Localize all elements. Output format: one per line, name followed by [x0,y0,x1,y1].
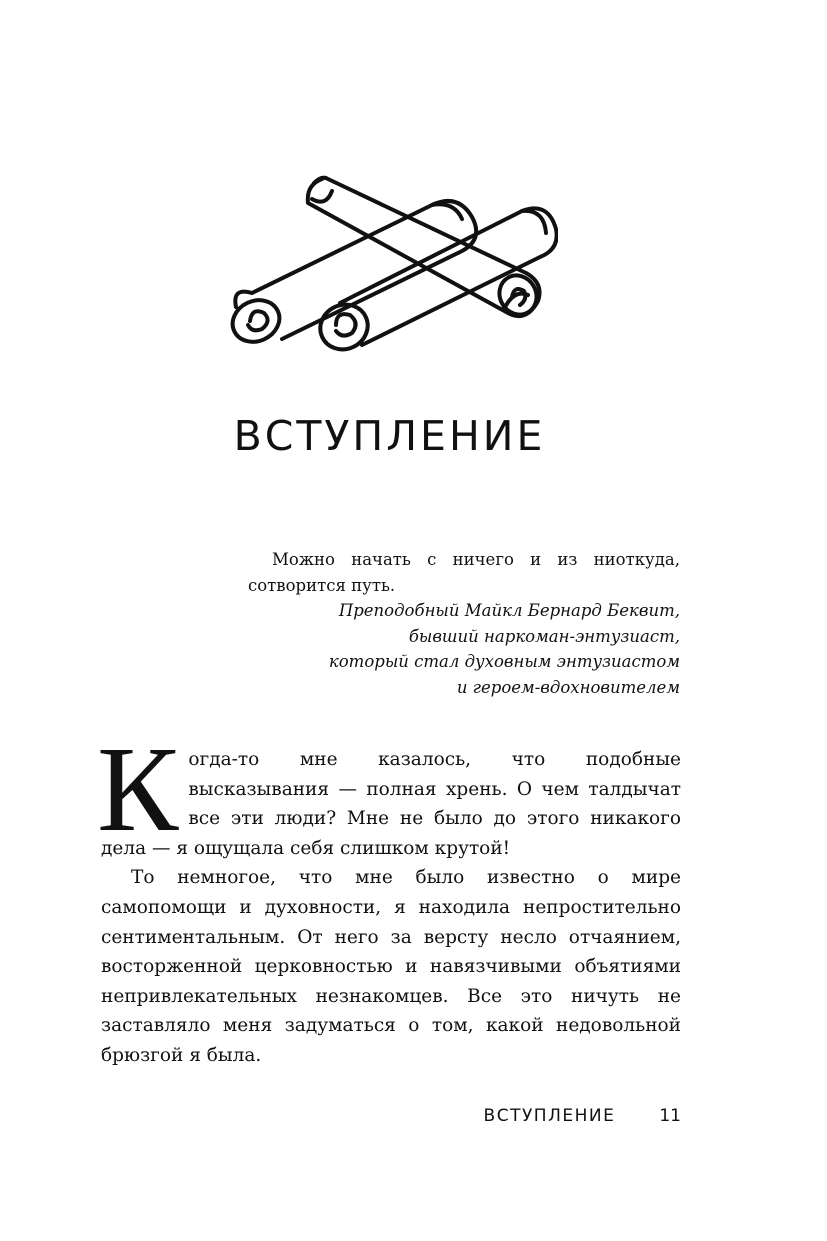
paragraph-1-text: огда-то мне казалось, что подобные высказывания — полная хрень. О чем талдычат все эти люди? Мне не было до этого никакого дела — я ощущала себя слишком крутой! [101,749,681,859]
drop-cap: К [97,722,179,857]
running-footer [430,1103,681,1129]
paragraph [97,722,681,863]
footer-section-title: ВСТУПЛЕНИЕ [483,1106,616,1126]
cinnamon-sticks-icon [222,175,558,357]
epigraph-author: Преподобный Майкл Бернард Беквит, бывший наркоман-энтузиаст, который стал духовным энтузиастом и героем-вдохновителем [328,601,680,697]
epigraph [248,547,680,700]
page-number: 11 [659,1106,681,1126]
epigraph-quote: Можно начать с ничего и из ниоткуда, сотворится путь. [248,550,680,595]
paragraph: То немногое, что мне было известно о мире самопомощи и духовности, я находила непростительно сентиментальным. От него за версту несло отчаянием, восторженной церковностью и навязчивыми объятиями непривлекательных незнакомцев. Все это ничуть не заставляло меня задуматься о том, какой недовольной брюзгой я была. [101,867,681,1066]
chapter-title: ВСТУПЛЕНИЕ [233,412,546,460]
body-text [97,722,681,1071]
